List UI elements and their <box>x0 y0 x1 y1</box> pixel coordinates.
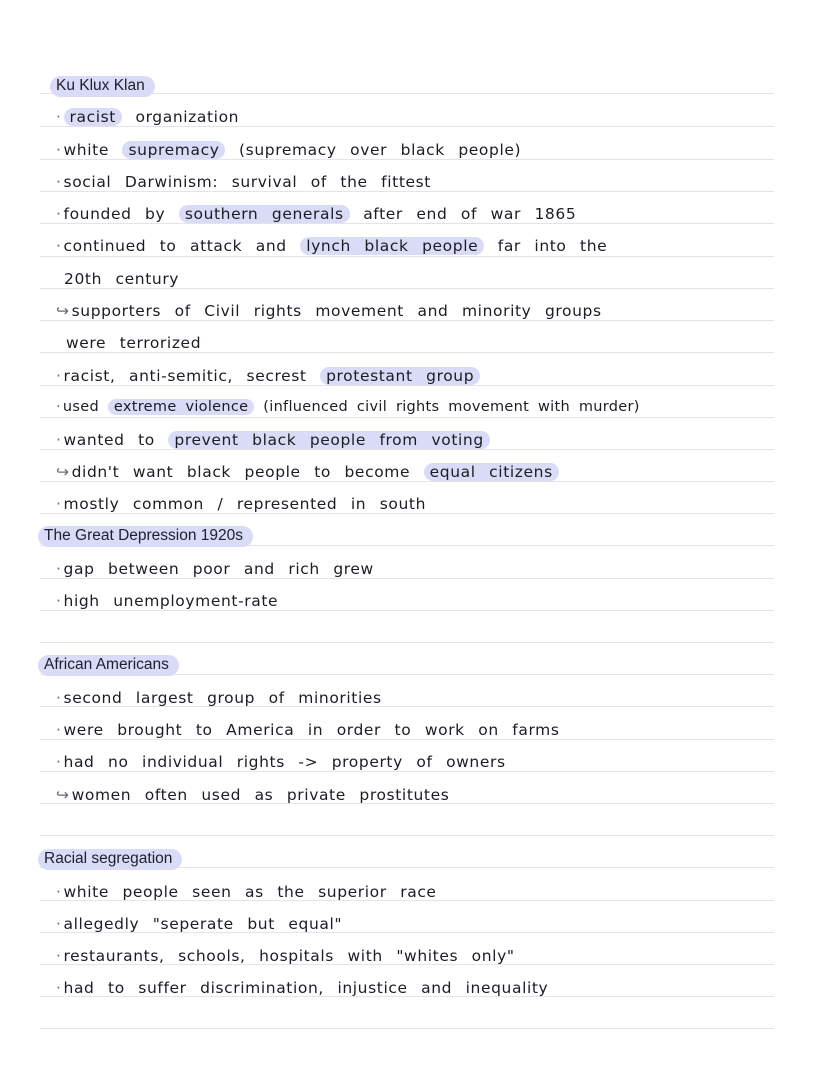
note-line: were terrorized <box>66 334 202 352</box>
section-heading-great-depression: The Great Depression 1920s <box>38 526 253 547</box>
note-line: 20th century <box>64 270 180 288</box>
note-line: · mostly common / represented in south <box>56 495 426 513</box>
note-line: · racist organization <box>56 108 240 126</box>
note-line: · social Darwinism: survival of the fittest <box>56 173 431 191</box>
note-line: · white supremacy (supremacy over black people) <box>56 141 522 159</box>
note-line: · racist, anti-semitic, secrest protestant group <box>56 367 480 385</box>
note-line: · high unemployment-rate <box>56 592 279 610</box>
note-line: · white people seen as the superior race <box>56 883 437 901</box>
note-line: · were brought to America in order to work on farms <box>56 721 560 739</box>
note-line: ↪ supporters of Civil rights movement and minority groups <box>56 302 602 320</box>
note-line: · continued to attack and lynch black people far into the <box>56 237 608 255</box>
note-line: · wanted to prevent black people from voting <box>56 431 490 449</box>
note-line: · founded by southern generals after end of war 1865 <box>56 205 577 223</box>
note-line: · restaurants, schools, hospitals with "whites only" <box>56 947 515 965</box>
note-line: · had no individual rights -> property of owners <box>56 753 506 771</box>
note-line: · had to suffer discrimination, injustice and inequality <box>56 979 549 997</box>
section-heading-kkk: Ku Klux Klan <box>50 76 155 97</box>
note-line: · used extreme violence (influenced civil rights movement with murder) <box>56 399 640 415</box>
note-line: ↪ women often used as private prostitutes <box>56 786 450 804</box>
note-line: ↪ didn't want black people to become equal citizens <box>56 463 559 481</box>
note-line: · gap between poor and rich grew <box>56 560 374 578</box>
section-heading-african-americans: African Americans <box>38 655 179 676</box>
note-line: · allegedly "seperate but equal" <box>56 915 343 933</box>
note-line: · second largest group of minorities <box>56 689 382 707</box>
section-heading-racial-segregation: Racial segregation <box>38 849 182 870</box>
